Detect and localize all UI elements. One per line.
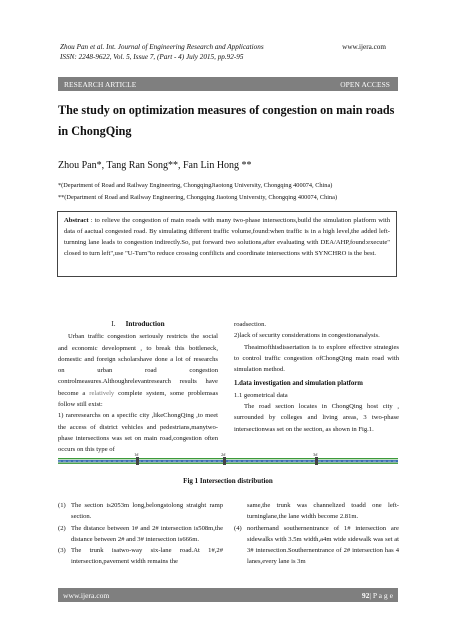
journal-header: [60, 42, 400, 62]
abstract-label: Abstract: [64, 217, 89, 224]
intersection-3-label: 3#: [313, 452, 318, 457]
abstract-text: : to relieve the congestion of main roads with many two-phase intersections,build the simulation platform with data of aactual congested road. By simulating different traffic volume,found:when traffic is in a high level,the added left-turnning lane leads to congestion indirectly.So, put forward two solutions,after evaluating with DEA/AHP,found:execute" closed to turn left",use "U-Turn"to reduce crossing confilicts and coordinate intersections with SYNCHRO is the best.: [64, 217, 390, 257]
open-access-label: OPEN ACCESS: [340, 79, 390, 89]
page-number: 92| P a g e: [361, 590, 393, 600]
article-type-banner: [58, 77, 398, 91]
intro-heading: [58, 319, 218, 330]
page-footer: [58, 588, 398, 602]
footer-url[interactable]: www.ijera.com: [63, 590, 110, 600]
section-1-1-heading: 1.1 geometrical data: [234, 391, 288, 399]
journal-issn: ISSN: 2248-9622, Vol. 5, Issue 7, (Part - 4) July 2015, pp.92-95: [60, 53, 244, 61]
list-item: (3) The trunk isatwo-way six-lane road.At 1#,2# intersection,pavement width remains the: [58, 547, 223, 566]
abstract-box: [57, 211, 397, 277]
right-column: [234, 319, 399, 435]
intersection-1-label: 1#: [134, 452, 139, 457]
left-column: [58, 319, 218, 456]
journal-citation: Zhou Pan et al. Int. Journal of Engineering Research and Applications: [60, 43, 264, 51]
relatively-word: relatively: [89, 389, 115, 397]
intersection-2-label: 2#: [221, 452, 226, 457]
section-1-heading: 1.data investigation and simulation platform: [234, 380, 363, 388]
intro-title: Introduction: [125, 320, 165, 328]
intersection-distribution-figure: [58, 450, 398, 470]
section-list-left: [58, 500, 223, 568]
intro-paragraph-1: Urban traffic congestion seriously restricts the social and economic development , to break this bottleneck, domestic and foreign scholarshave done a lot of researchs on urban road congestion controlmeasures.Althoughrelevantresearch results have become a relatively complete system, some problemsas follow still exist:: [58, 333, 219, 409]
intro-continuation: roadsection.: [234, 321, 267, 328]
list-item-continuation: same,the trunk was channelized toadd one left-turninglane,the lane width become 2.81m.: [247, 502, 399, 521]
affiliation-2: **(Department of Road and Railway Engineering, Chongqing Jiaotong University, Chongqing 400074, China): [58, 194, 338, 201]
figure-caption: Fig 1 Intersection distribution: [183, 477, 273, 485]
journal-url[interactable]: www.ijera.com: [342, 43, 386, 51]
intro-paragraph-2: 1) rareresearchs on a specific city ,likeChongQing ,to meet the access of district vehicles and pedestrians,manytwo-phase intersections was set on main road,congestion often occurs on this type of: [58, 412, 218, 454]
road-edge-bottom: [58, 463, 398, 464]
list-item: (1) The section is2053m long,belongstolong straight ramp section.: [58, 502, 223, 521]
list-item: (2) The distance between 1# and 2# intersection is508m,the distance between 2# and 3# intersection is666m.: [58, 524, 223, 543]
section-1-1-text: The road section locates in ChongQing host city , surrounded by colleges and living areas, 3 two-phase intersectionwas set on the section, as shown in Fig.1.: [234, 403, 399, 433]
authors: Zhou Pan*, Tang Ran Song**, Fan Lin Hong **: [58, 160, 252, 171]
section-list-right: [234, 500, 399, 568]
road-edge-top: [58, 458, 398, 459]
intro-number: I.: [111, 320, 116, 328]
intro-aim: Theaimofthisdissertation is to explore effective strategies to control traffic congestion ofChongQing main road with simulation method.: [234, 343, 399, 374]
list-item: (4) northernand southernentrance of 1# intersection are sidewalks with 3.5m width,a4m wide sidewalk was set at 3# intersection.Southernentrance of 2# intersection has 4 lanes,every lane is 3m: [234, 524, 399, 566]
intersection-2-mark: [223, 457, 226, 465]
intersection-1-mark: [136, 457, 139, 465]
intersection-3-mark: [315, 457, 318, 465]
paper-title: The study on optimization measures of congestion on main roads in ChongQing: [58, 103, 395, 138]
intro-point-2: 2)lack of security considerations in congestionanalysis.: [234, 332, 380, 340]
research-article-label: RESEARCH ARTICLE: [64, 79, 137, 89]
affiliation-1: *(Department of Road and Railway Engineering, ChongqingJiaotong University, Chongqing 400074, China): [58, 182, 333, 189]
